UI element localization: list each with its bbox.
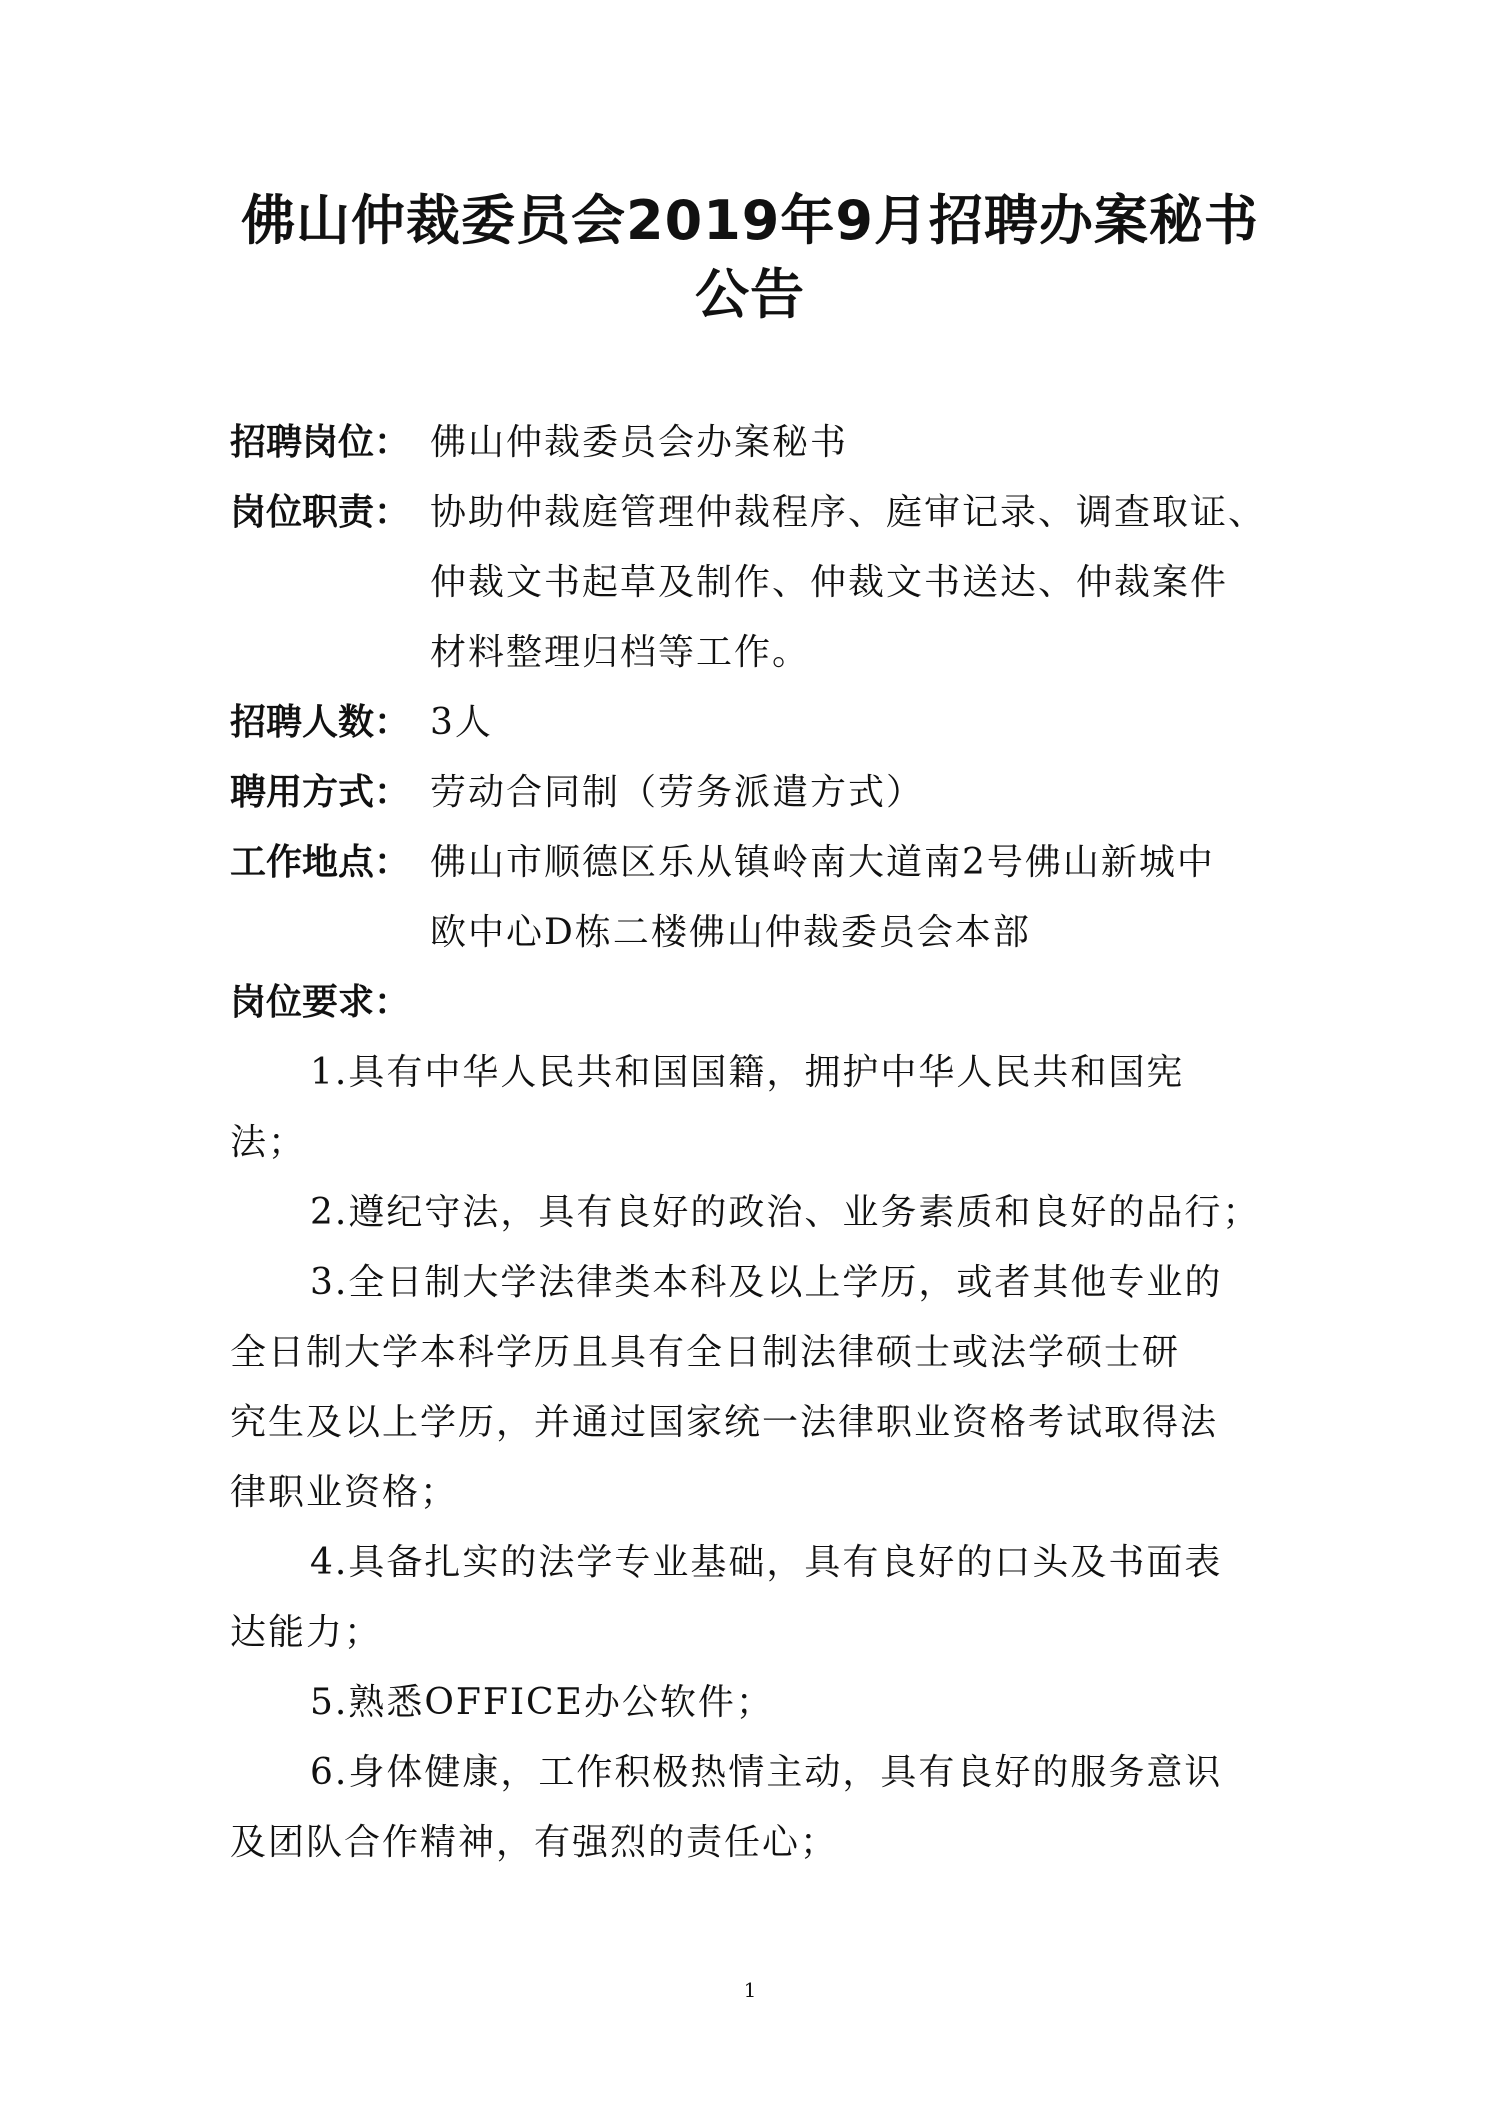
- requirement-line: 1.具有中华人民共和国国籍，拥护中华人民共和国宪: [310, 1052, 1185, 1093]
- requirement-item-6: [230, 1738, 1290, 1878]
- requirement-item-4: [230, 1528, 1290, 1668]
- field-location-value: [430, 828, 1290, 968]
- field-location-line: 欧中心D栋二楼佛山仲裁委员会本部: [430, 912, 1031, 953]
- requirement-line: 全日制大学本科学历且具有全日制法律硕士或法学硕士研: [230, 1332, 1181, 1373]
- field-duties-line: 协助仲裁庭管理仲裁程序、庭审记录、调查取证、: [430, 492, 1267, 533]
- requirement-line: 究生及以上学历，并通过国家统一法律职业资格考试取得法: [230, 1402, 1219, 1443]
- field-location-label: 工作地点：: [230, 842, 411, 883]
- requirement-line: 达能力；: [230, 1612, 383, 1653]
- document-title-continued: 公告: [695, 263, 805, 326]
- requirement-line: 2.遵纪守法，具有良好的政治、业务素质和良好的品行；: [310, 1192, 1261, 1233]
- document-title: 佛山仲裁委员会2019年9月招聘办案秘书: [241, 189, 1259, 252]
- field-headcount-value: [430, 688, 1290, 758]
- field-duties-line: 材料整理归档等工作。: [430, 632, 811, 673]
- requirement-item-1: [230, 1038, 1290, 1178]
- field-duties-line: 仲裁文书起草及制作、仲裁文书送达、仲裁案件: [430, 562, 1229, 603]
- requirement-line: 法；: [230, 1122, 307, 1163]
- requirement-item-3: [230, 1248, 1290, 1528]
- field-headcount-line: 3人: [430, 702, 493, 743]
- page-number: 1: [743, 1978, 757, 2002]
- field-employment-line: 劳动合同制（劳务派遣方式）: [430, 772, 925, 813]
- requirement-line: 及团队合作精神，有强烈的责任心；: [230, 1822, 839, 1863]
- requirement-line: 3.全日制大学法律类本科及以上学历，或者其他专业的: [310, 1262, 1223, 1303]
- requirement-line: 律职业资格；: [230, 1472, 459, 1513]
- field-headcount-label: 招聘人数：: [230, 702, 411, 743]
- field-duties-label: 岗位职责：: [230, 492, 411, 533]
- field-duties-value: [430, 478, 1290, 688]
- requirement-item-2: [230, 1178, 1290, 1248]
- requirement-line: 4.具备扎实的法学专业基础，具有良好的口头及书面表: [310, 1542, 1223, 1583]
- field-location-line: 佛山市顺德区乐从镇岭南大道南2号佛山新城中: [430, 842, 1215, 883]
- field-position-value: [430, 408, 1290, 478]
- requirement-item-5: [230, 1668, 1290, 1738]
- requirement-line: 5.熟悉OFFICE办公软件；: [310, 1682, 774, 1723]
- requirements-heading: 岗位要求：: [230, 982, 411, 1023]
- field-position-line: 佛山仲裁委员会办案秘书: [430, 422, 849, 463]
- field-position-label: 招聘岗位：: [230, 422, 411, 463]
- requirement-line: 6.身体健康，工作积极热情主动，具有良好的服务意识: [310, 1752, 1223, 1793]
- field-employment-label: 聘用方式：: [230, 772, 411, 813]
- field-employment-value: [430, 758, 1290, 828]
